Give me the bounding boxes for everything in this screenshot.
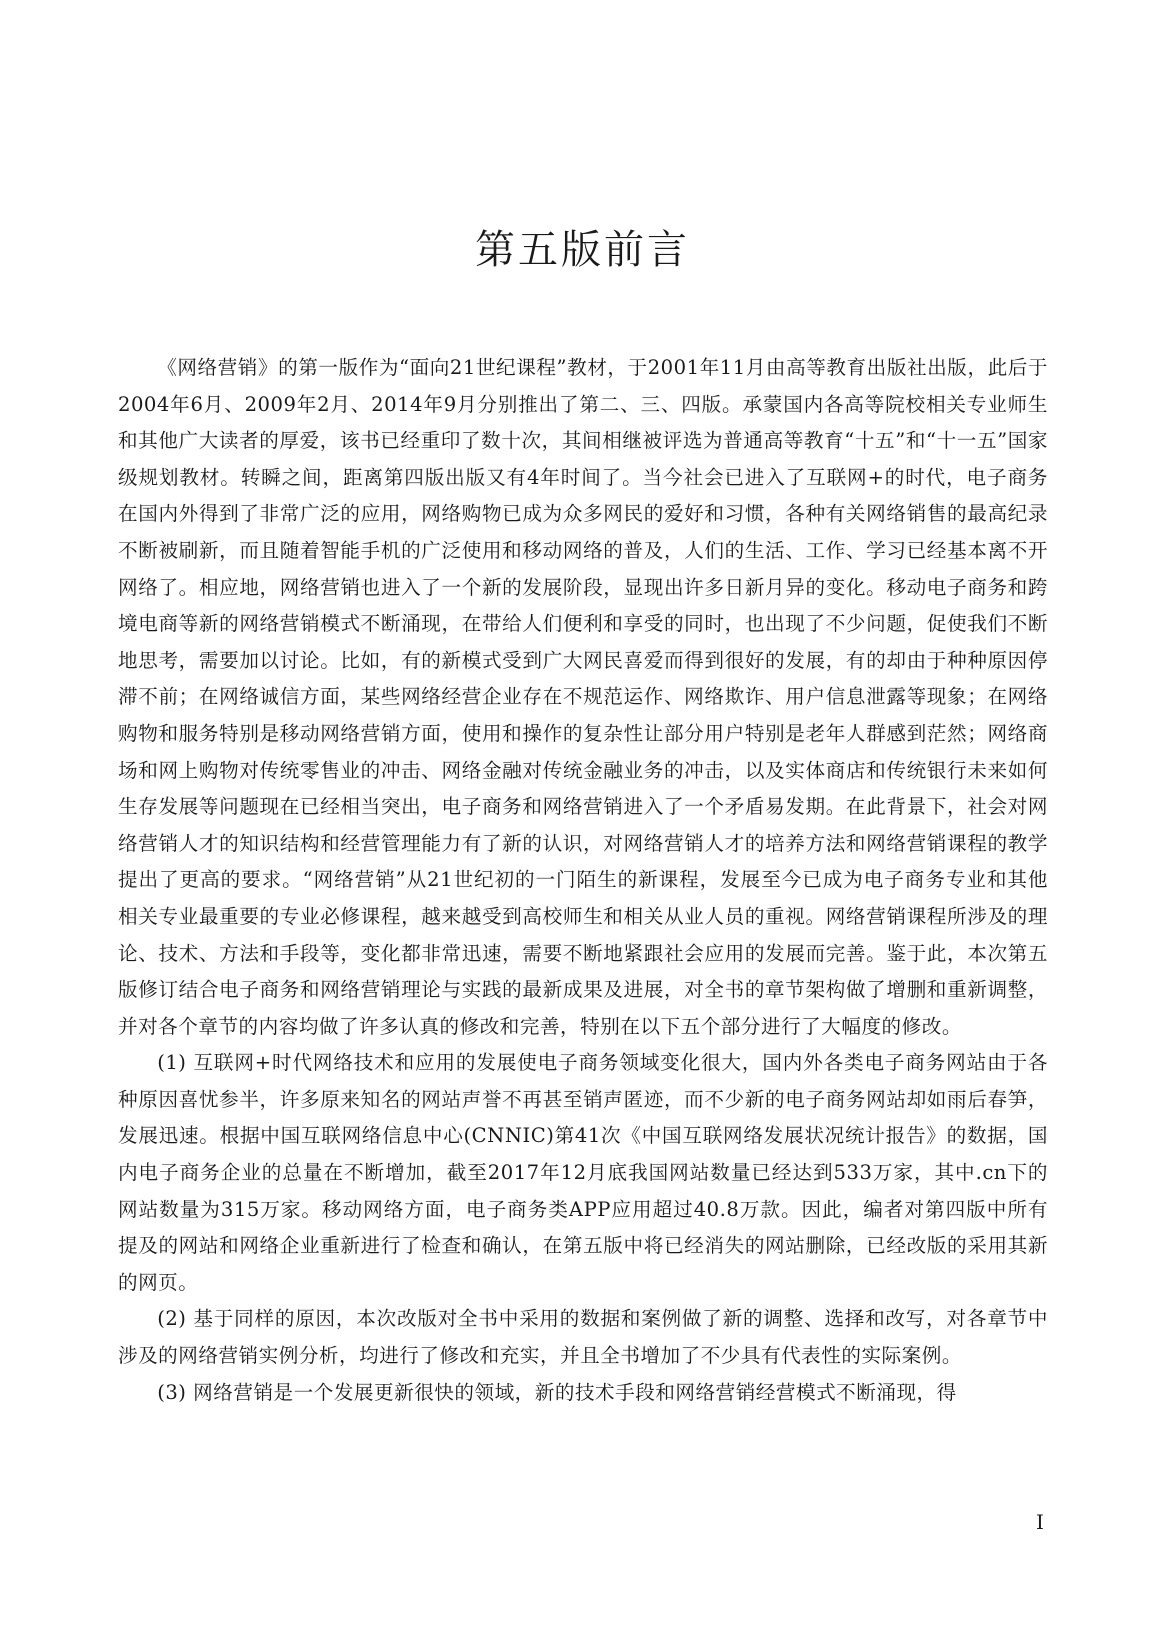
paragraph-item-2: (2) 基于同样的原因，本次改版对全书中采用的数据和案例做了新的调整、选择和改写，对各章节中涉及的网络营销实例分析，均进行了修改和充实，并且全书增加了不少具有代表性的实际案例。 <box>118 1307 1048 1368</box>
preface-body <box>118 350 1048 1411</box>
paragraph-item-1: (1) 互联网+时代网络技术和应用的发展使电子商务领域变化很大，国内外各类电子商务网站由于各种原因喜忧参半，许多原来知名的网站声誉不再甚至销声匿迹，而不少新的电子商务网站却如雨后春笋，发展迅速。根据中国互联网络信息中心(CNNIC)第41次《中国互联网络发展状况统计报告》的数据，国内电子商务企业的总量在不断增加，截至2017年12月底我国网站数量已经达到533万家，其中.cn下的网站数量为315万家。移动网络方面，电子商务类APP应用超过40.8万款。因此，编者对第四版中所有提及的网站和网络企业重新进行了检查和确认，在第五版中将已经消失的网站删除，已经改版的采用其新的网页。 <box>118 1051 1048 1294</box>
paragraph-intro: 《网络营销》的第一版作为“面向21世纪课程”教材，于2001年11月由高等教育出版社出版，此后于2004年6月、2009年2月、2014年9月分别推出了第二、三、四版。承蒙国内各高等院校相关专业师生和其他广大读者的厚爱，该书已经重印了数十次，其间相继被评选为普通高等教育“十五”和“十一五”国家级规划教材。转瞬之间，距离第四版出版又有4年时间了。当今社会已进入了互联网+的时代，电子商务在国内外得到了非常广泛的应用，网络购物已成为众多网民的爱好和习惯，各种有关网络销售的最高纪录不断被刷新，而且随着智能手机的广泛使用和移动网络的普及，人们的生活、工作、学习已经基本离不开网络了。相应地，网络营销也进入了一个新的发展阶段，显现出许多日新月异的变化。移动电子商务和跨境电商等新的网络营销模式不断涌现，在带给人们便利和享受的同时，也出现了不少问题，促使我们不断地思考，需要加以讨论。比如，有的新模式受到广大网民喜爱而得到很好的发展，有的却由于种种原因停滞不前；在网络诚信方面，某些网络经营企业存在不规范运作、网络欺诈、用户信息泄露等现象；在网络购物和服务特别是移动网络营销方面，使用和操作的复杂性让部分用户特别是老年人群感到茫然；网络商场和网上购物对传统零售业的冲击、网络金融对传统金融业务的冲击，以及实体商店和传统银行未来如何生存发展等问题现在已经相当突出，电子商务和网络营销进入了一个矛盾易发期。在此背景下，社会对网络营销人才的知识结构和经营管理能力有了新的认识，对网络营销人才的培养方法和网络营销课程的教学提出了更高的要求。“网络营销”从21世纪初的一门陌生的新课程，发展至今已成为电子商务专业和其他相关专业最重要的专业必修课程，越来越受到高校师生和相关从业人员的重视。网络营销课程所涉及的理论、技术、方法和手段等，变化都非常迅速，需要不断地紧跟社会应用的发展而完善。鉴于此，本次第五版修订结合电子商务和网络营销理论与实践的最新成果及进展，对全书的章节架构做了增删和重新调整，并对各个章节的内容均做了许多认真的修改和完善，特别在以下五个部分进行了大幅度的修改。 <box>118 356 1048 1038</box>
paragraph-item-3: (3) 网络营销是一个发展更新很快的领域，新的技术手段和网络营销经营模式不断涌现，得 <box>157 1380 957 1404</box>
page-title: 第五版前言 <box>475 227 690 273</box>
page-number: I <box>1036 1510 1044 1534</box>
